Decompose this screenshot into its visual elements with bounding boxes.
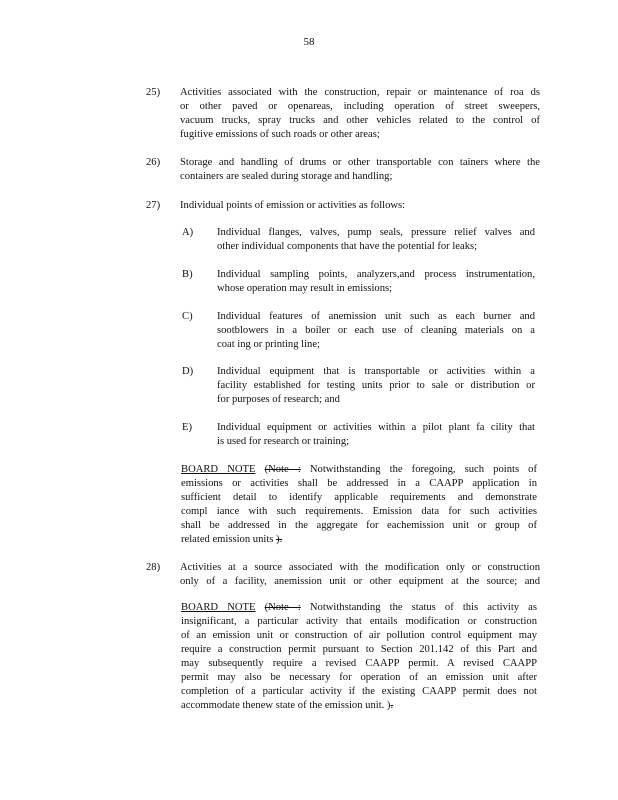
note-text: related emission units <box>181 534 277 545</box>
struck-text: . <box>390 700 394 711</box>
text-line: coat ing or printing line; <box>217 339 320 350</box>
text-line: compl iance with such requirements. Emission data for such activities <box>181 506 537 517</box>
item-text <box>180 156 540 184</box>
text-line: Individual equipment or activities within a pilot plant fa cility that <box>217 422 535 433</box>
text-line: vacuum trucks, spray trucks and other vehicles related to the control of <box>180 115 540 126</box>
note-text: Notwithstanding the status of this activity as <box>300 602 537 613</box>
text-line <box>181 463 537 477</box>
text-line: Individual flanges, valves, pump seals, pressure relief valves and <box>217 227 535 238</box>
item-number: 27) <box>146 200 161 211</box>
text-line: Activities at a source associated with the modification only or construction <box>180 562 540 573</box>
text-line: Individual equipment that is transportable or activities within a <box>217 366 535 377</box>
board-note-label: BOARD NOTE <box>181 464 256 475</box>
subitem-text <box>217 226 535 254</box>
subitem-letter: B) <box>182 269 193 280</box>
text-line: whose operation may result in emissions; <box>217 283 393 294</box>
text-line: emissions or activities shall be addressed in a CAAPP application in <box>181 478 537 489</box>
item-number: 26) <box>146 157 161 168</box>
text-line: containers are sealed during storage and handling; <box>180 171 393 182</box>
subitem-text <box>217 421 535 449</box>
text-line <box>181 601 537 615</box>
board-note <box>181 601 537 713</box>
item-text <box>180 199 540 213</box>
text-line: permit may also be necessary for operation of an emission unit after <box>181 672 537 683</box>
item-number: 28) <box>146 562 161 573</box>
subitem-letter: C) <box>182 311 193 322</box>
text-line <box>181 699 537 713</box>
struck-text: ). <box>276 534 283 545</box>
text-line: may subsequently require a revised CAAPP permit. A revised CAAPP <box>181 658 537 669</box>
text-line: Individual points of emission or activities as follows: <box>180 200 406 211</box>
subitem-letter: D) <box>182 366 194 377</box>
struck-text: (Note : <box>264 602 301 613</box>
item-text <box>180 86 540 142</box>
struck-text: (Note : <box>264 464 301 475</box>
text-line: or other paved or openareas, including operation of street sweepers, <box>180 101 540 112</box>
note-text: accommodate thenew state of the emission unit. ) <box>181 700 391 711</box>
text-line: completion of a particular activity if the existing CAAPP permit does not <box>181 686 537 697</box>
subitem-letter: E) <box>182 422 192 433</box>
text-line: for purposes of research; and <box>217 394 340 405</box>
text-line: only of a facility, anemission unit or other equipment at the source; and <box>180 576 540 587</box>
text-line: of an emission unit or construction of air pollution control equipment may <box>181 630 537 641</box>
board-note <box>181 463 537 547</box>
text-line: Activities associated with the construction, repair or maintenance of roa ds <box>180 87 540 98</box>
board-note-label: BOARD NOTE <box>181 602 256 613</box>
subitem-text <box>217 268 535 296</box>
subitem-letter: A) <box>182 227 194 238</box>
text-line: sootblowers in a boiler or each use of cleaning materials on a <box>217 325 535 336</box>
text-line: is used for research or training; <box>217 436 350 447</box>
text-line <box>181 533 537 547</box>
text-line: insignificant, a particular activity that entails modification or construction <box>181 616 537 627</box>
subitem-text <box>217 310 535 352</box>
text-line: shall be addressed in the aggregate for eachemission unit or group of <box>181 520 537 531</box>
page-number: 58 <box>303 36 315 48</box>
text-line: Individual features of anemission unit such as each burner and <box>217 311 535 322</box>
text-line: require a construction permit pursuant to Section 201.142 of this Part and <box>181 644 537 655</box>
text-line: Storage and handling of drums or other transportable con tainers where the <box>180 157 540 168</box>
note-text: Notwithstanding the foregoing, such points of <box>300 464 538 475</box>
text-line: Individual sampling points, analyzers,and process instrumentation, <box>217 269 535 280</box>
subitem-text <box>217 365 535 407</box>
text-line: fugitive emissions of such roads or other areas; <box>180 129 380 140</box>
text-line: sufficient detail to identify applicable requirements and demonstrate <box>181 492 537 503</box>
text-line: other individual components that have the potential for leaks; <box>217 241 478 252</box>
item-number: 25) <box>146 87 161 98</box>
item-text <box>180 561 540 589</box>
text-line: facility established for testing units prior to sale or distribution or <box>217 380 535 391</box>
